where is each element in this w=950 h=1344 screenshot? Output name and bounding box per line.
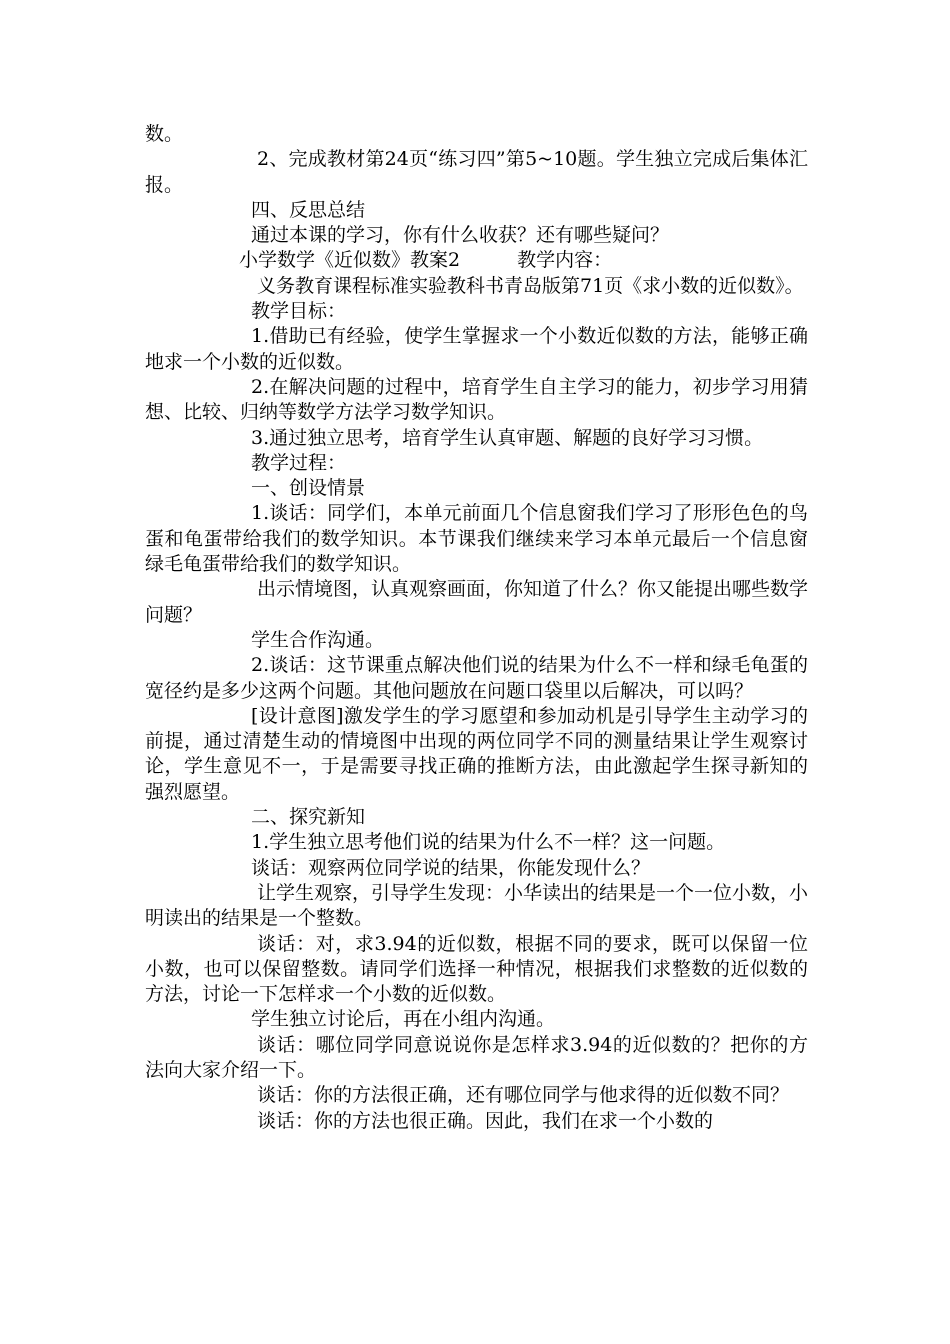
paragraph-15: 学生合作沟通。 [251, 628, 385, 651]
design-intent: [设计意图]激发学生的学习愿望和参加动机是引导学生主动学习的前提，通过清楚生动的情境图中出现的两位同学不同的测量结果让学生观察讨论，学生意见不一，于是需要寻找正确的推断方法，由此激起学生探寻新知的强烈愿望。 [145, 704, 808, 803]
objective-3: 3.通过独立思考，培育学生认真审题、解题的良好学习习惯。 [251, 426, 764, 449]
section-heading-reflection: 四、反思总结 [251, 198, 366, 221]
paragraph-4: 通过本课的学习，你有什么收获？还有哪些疑问？ [251, 224, 670, 247]
paragraph-25: 谈话：你的方法很正确，还有哪位同学与他求得的近似数不同？ [257, 1084, 790, 1107]
paragraph-14: 出示情境图，认真观察画面，你知道了什么？你又能提出哪些数学问题？ [145, 578, 809, 626]
paragraph-6: 义务教育课程标准实验教科书青岛版第71页《求小数的近似数》。 [257, 274, 804, 297]
section-heading-scene: 一、创设情景 [251, 477, 366, 500]
paragraph-21: 让学生观察，引导学生发现：小华读出的结果是一个一位小数，小明读出的结果是一个整数。 [145, 881, 809, 930]
paragraph-26: 谈话：你的方法也很正确。因此，我们在求一个小数的 [257, 1109, 714, 1132]
paragraph-16: 2.谈话：这节课重点解决他们说的结果为什么不一样和绿毛龟蛋的宽径约是多少这两个问题。其他问题放在问题口袋里以后解决，可以吗？ [145, 654, 808, 702]
section-heading-objectives: 教学目标： [251, 300, 347, 323]
paragraph-19: 1.学生独立思考他们说的结果为什么不一样？这一问题。 [251, 831, 726, 854]
paragraph-23: 学生独立讨论后，再在小组内沟通。 [251, 1008, 556, 1031]
objective-1: 1.借助已有经验，使学生掌握求一个小数近似数的方法，能够正确地求一个小数的近似数。 [145, 325, 808, 373]
paragraph-13: 1.谈话：同学们，本单元前面几个信息窗我们学习了形形色色的鸟蛋和龟蛋带给我们的数学知识。本节课我们继续来学习本单元最后一个信息窗绿毛龟蛋带给我们的数学知识。 [145, 502, 808, 576]
paragraph-2: 2、完成教材第24页“练习四”第5~10题。学生独立完成后集体汇报。 [145, 148, 808, 196]
section-heading-process: 教学过程： [251, 451, 347, 474]
paragraph-22: 谈话：对，求3.94的近似数，根据不同的要求，既可以保留一位小数，也可以保留整数。请同学们选择一种情况，根据我们求整数的近似数的方法，讨论一下怎样求一个小数的近似数。 [145, 932, 808, 1006]
paragraph-20: 谈话：观察两位同学说的结果，你能发现什么？ [251, 856, 651, 879]
paragraph-1: 数。 [145, 123, 184, 145]
section-heading-explore: 二、探究新知 [251, 806, 366, 829]
objective-2: 2.在解决问题的过程中，培育学生自主学习的能力，初步学习用猜想、比较、归纳等数学方法学习数学知识。 [145, 375, 808, 424]
paragraph-24: 谈话：哪位同学同意说说你是怎样求3.94的近似数的？把你的方法向大家介绍一下。 [145, 1033, 808, 1081]
lesson-plan-title: 小学数学《近似数》教案2 教学内容： [239, 249, 613, 272]
document-page [145, 122, 808, 1134]
